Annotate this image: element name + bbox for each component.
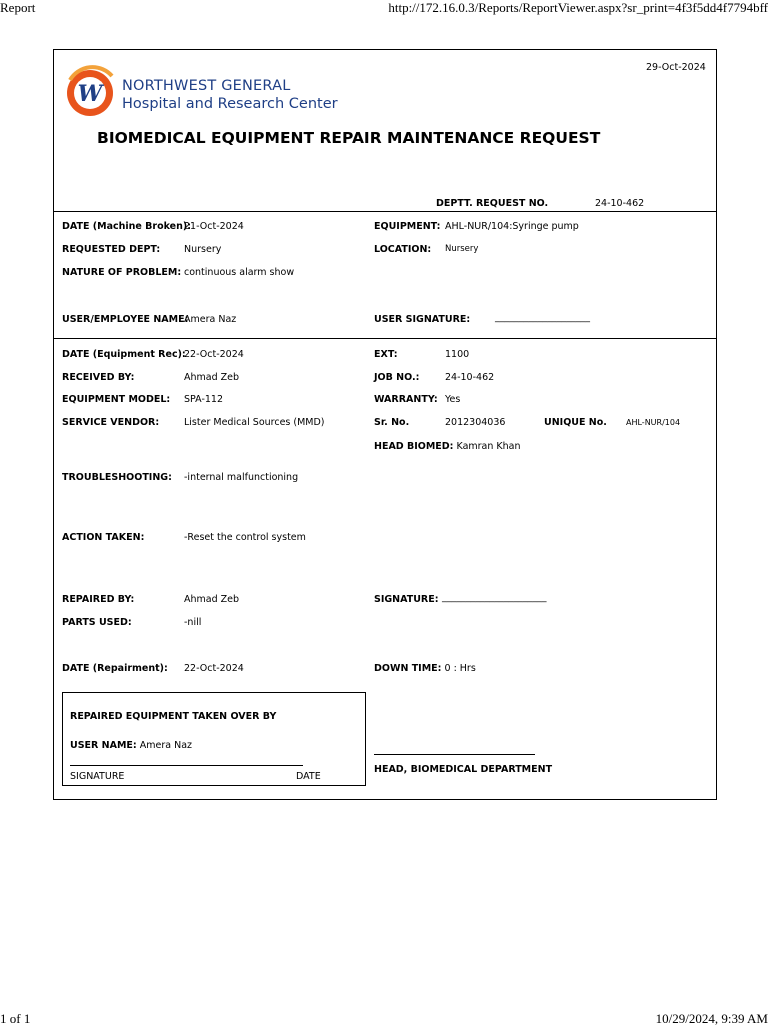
divider-2 xyxy=(53,338,717,339)
unique-no-label: UNIQUE No. xyxy=(544,417,607,428)
date-rec-label: DATE (Equipment Rec): xyxy=(62,349,186,360)
logo-letter: W xyxy=(77,81,103,107)
takeover-user-label: USER NAME: xyxy=(70,740,137,751)
problem-label: NATURE OF PROBLEM: xyxy=(62,267,182,278)
requested-dept-value: Nursery xyxy=(184,244,222,255)
head-biomed-value: Kamran Khan xyxy=(456,441,521,452)
takeover-user-value: Amera Naz xyxy=(139,740,193,751)
logo-line2: Hospital and Research Center xyxy=(122,96,338,112)
location-value: Nursery xyxy=(445,244,479,254)
location-label: LOCATION: xyxy=(374,244,432,255)
action-label: ACTION TAKEN: xyxy=(62,532,145,543)
warranty-value: Yes xyxy=(445,394,461,405)
vendor-label: SERVICE VENDOR: xyxy=(62,417,160,428)
down-time-value: 0 : Hrs xyxy=(444,663,476,674)
head-signature-line xyxy=(374,754,535,755)
troubleshooting-value: -internal malfunctioning xyxy=(184,472,299,483)
signature-label: SIGNATURE: xyxy=(374,594,439,605)
takeover-heading: REPAIRED EQUIPMENT TAKEN OVER BY xyxy=(70,711,277,722)
takeover-signature-line xyxy=(70,765,303,766)
warranty-label: WARRANTY: xyxy=(374,394,438,405)
requested-dept-label: REQUESTED DEPT: xyxy=(62,244,161,255)
repaired-by-value: Ahmad Zeb xyxy=(184,594,240,605)
model-value: SPA-112 xyxy=(184,394,224,405)
print-date: 29-Oct-2024 xyxy=(646,62,706,73)
unique-no-value: AHL-NUR/104 xyxy=(626,418,681,427)
takeover-signature-label: SIGNATURE xyxy=(70,771,125,782)
date-broken-label: DATE (Machine Broken): xyxy=(62,221,192,232)
dept-request-value: 24-10-462 xyxy=(595,198,645,209)
ext-value: 1100 xyxy=(445,349,470,360)
ext-label: EXT: xyxy=(374,349,398,360)
head-biomed-label: HEAD BIOMED: xyxy=(374,441,454,452)
equipment-label: EQUIPMENT: xyxy=(374,221,441,232)
job-no-value: 24-10-462 xyxy=(445,372,495,383)
user-name-label: USER/EMPLOYEE NAME: xyxy=(62,314,189,325)
date-repair-value: 22-Oct-2024 xyxy=(184,663,244,674)
job-no-label: JOB NO.: xyxy=(374,372,420,383)
date-repair-label: DATE (Repairment): xyxy=(62,663,168,674)
model-label: EQUIPMENT MODEL: xyxy=(62,394,171,405)
date-broken-value: 21-Oct-2024 xyxy=(184,221,244,232)
down-time-label: DOWN TIME: xyxy=(374,663,442,674)
received-by-label: RECEIVED BY: xyxy=(62,372,135,383)
action-value: -Reset the control system xyxy=(184,532,306,543)
problem-value: continuous alarm show xyxy=(184,267,295,278)
repaired-by-label: REPAIRED BY: xyxy=(62,594,135,605)
vendor-value: Lister Medical Sources (MMD) xyxy=(184,417,325,428)
logo-emblem-icon xyxy=(62,60,122,122)
user-signature-label: USER SIGNATURE: xyxy=(374,314,471,325)
parts-label: PARTS USED: xyxy=(62,617,132,628)
date-rec-value: 22-Oct-2024 xyxy=(184,349,244,360)
received-by-value: Ahmad Zeb xyxy=(184,372,240,383)
browser-header-url: http://172.16.0.3/Reports/ReportViewer.aspx?sr_print=4f3f5dd4f7794bff xyxy=(388,0,768,15)
signature-line: ______________________ xyxy=(442,592,547,603)
browser-header-title: Report xyxy=(0,0,36,15)
user-signature-line: ____________________ xyxy=(495,312,590,323)
hospital-logo xyxy=(62,60,340,122)
user-name-value: Amera Naz xyxy=(184,314,237,325)
troubleshooting-label: TROUBLESHOOTING: xyxy=(62,472,172,483)
dept-request-label: DEPTT. REQUEST NO. xyxy=(436,198,549,209)
equipment-value: AHL-NUR/104:Syringe pump xyxy=(445,221,579,232)
parts-value: -nill xyxy=(184,617,202,628)
takeover-date-label: DATE xyxy=(296,771,321,782)
divider-1 xyxy=(53,211,717,212)
browser-footer-datetime: 10/29/2024, 9:39 AM xyxy=(655,1011,768,1026)
logo-line1: NORTHWEST GENERAL xyxy=(122,78,291,94)
browser-footer-pages: 1 of 1 xyxy=(0,1011,31,1026)
sr-no-label: Sr. No. xyxy=(374,417,410,428)
sr-no-value: 2012304036 xyxy=(445,417,506,428)
report-title: BIOMEDICAL EQUIPMENT REPAIR MAINTENANCE REQUEST xyxy=(97,129,601,147)
head-department-label: HEAD, BIOMEDICAL DEPARTMENT xyxy=(374,764,553,775)
